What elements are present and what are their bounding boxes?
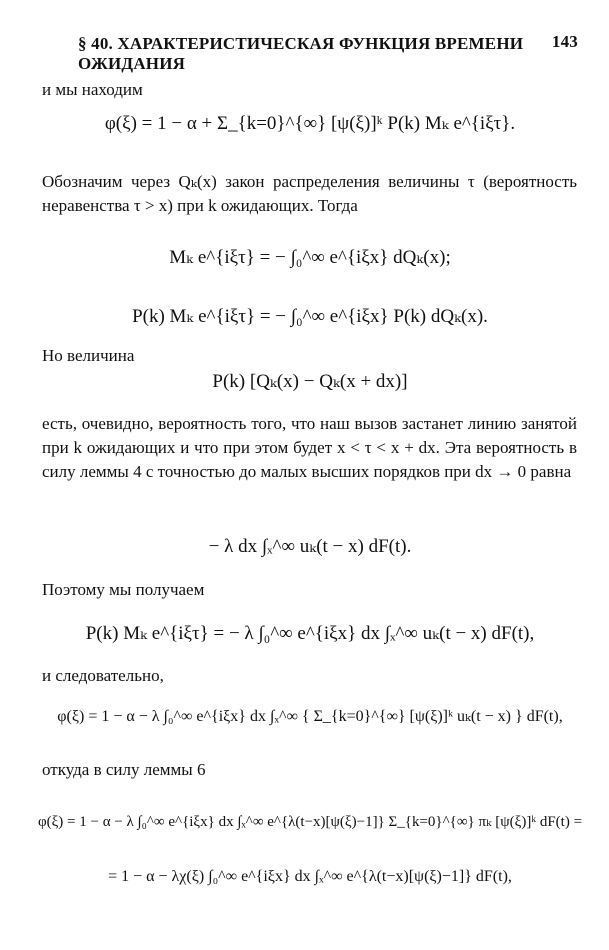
formula-8: φ(ξ) = 1 − α − λ ∫₀^∞ e^{iξx} dx ∫ₓ^∞ e^{λ(t−x)[ψ(ξ)−1]} Σ_{k=0}^{∞} πₖ [ψ(ξ)]ᵏ dF(t) = bbox=[37, 814, 583, 830]
running-header bbox=[78, 32, 578, 73]
page-number: 143 bbox=[551, 32, 578, 51]
paragraph-1: и мы находим bbox=[42, 80, 143, 99]
formula-3: P(k) Mₖ e^{iξτ} = − ∫₀^∞ e^{iξx} P(k) dQₖ(x). bbox=[132, 306, 488, 327]
paragraph-2: Обозначим через Qₖ(x) закон распределения величины τ (вероятность неравенства τ > x) при k ожидающих. Тогда bbox=[42, 172, 577, 215]
paragraph-6: и следовательно, bbox=[42, 666, 164, 685]
formula-7: φ(ξ) = 1 − α − λ ∫₀^∞ e^{iξx} dx ∫ₓ^∞ { Σ_{k=0}^{∞} [ψ(ξ)]ᵏ uₖ(t − x) } dF(t), bbox=[57, 708, 563, 725]
formula-9: = 1 − α − λχ(ξ) ∫₀^∞ e^{iξx} dx ∫ₓ^∞ e^{λ(t−x)[ψ(ξ)−1]} dF(t), bbox=[108, 868, 512, 885]
paragraph-4: есть, очевидно, вероятность того, что наш вызов застанет линию занятой при k ожидающих и что при этом будет x < τ < x + dx. Эта вероятность в силу леммы 4 с точностью до малых высших порядков при dx → 0 равна bbox=[42, 414, 577, 481]
formula-5: − λ dx ∫ₓ^∞ uₖ(t − x) dF(t). bbox=[208, 536, 412, 557]
section-title: § 40. ХАРАКТЕРИСТИЧЕСКАЯ ФУНКЦИЯ ВРЕМЕНИ ОЖИДАНИЯ bbox=[78, 34, 524, 73]
formula-4: P(k) [Qₖ(x) − Qₖ(x + dx)] bbox=[212, 371, 408, 392]
formula-1: φ(ξ) = 1 − α + Σ_{k=0}^{∞} [ψ(ξ)]ᵏ P(k) Mₖ e^{iξτ}. bbox=[104, 113, 516, 134]
formula-6: P(k) Mₖ e^{iξτ} = − λ ∫₀^∞ e^{iξx} dx ∫ₓ^∞ uₖ(t − x) dF(t), bbox=[85, 623, 535, 644]
paragraph-5: Поэтому мы получаем bbox=[42, 580, 205, 599]
paragraph-7: откуда в силу леммы 6 bbox=[42, 760, 206, 779]
formula-2: Mₖ e^{iξτ} = − ∫₀^∞ e^{iξx} dQₖ(x); bbox=[169, 247, 451, 268]
paragraph-3: Но величина bbox=[42, 346, 135, 365]
